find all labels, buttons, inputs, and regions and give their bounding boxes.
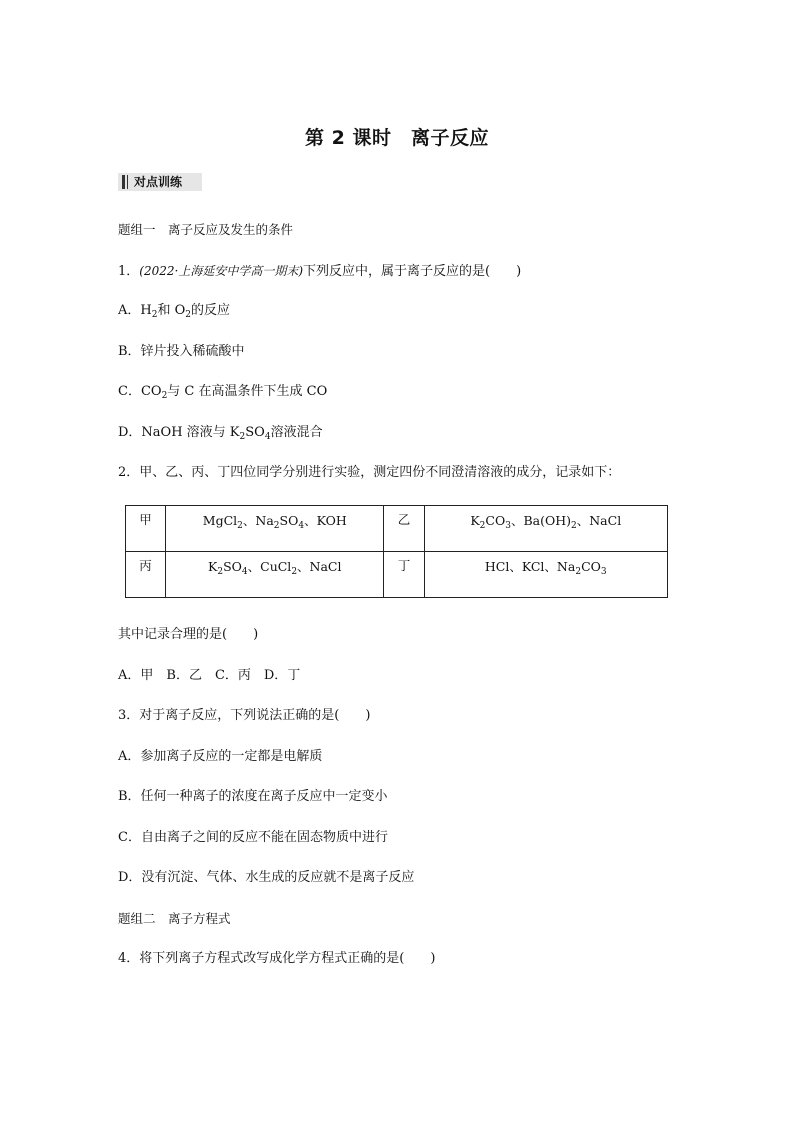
record-table bbox=[125, 505, 668, 598]
question-number: 1． bbox=[118, 264, 140, 279]
question-3-option-c: C．自由离子之间的反应不能在固态物质中进行 bbox=[118, 830, 388, 845]
section-badge bbox=[118, 173, 202, 191]
question-1-option-b: B．锌片投入稀硫酸中 bbox=[118, 344, 245, 359]
value-jia: MgCl$_2$、$Na_2SO_4$、KOH bbox=[166, 506, 384, 552]
question-1-stem bbox=[118, 262, 521, 281]
value-yi: $K_2CO_3$、$Ba(OH)_2$、NaCl bbox=[424, 506, 667, 552]
group-heading-2: 题组二 离子方程式 bbox=[118, 911, 231, 926]
question-1-option-c: C．$CO_2$与 C 在高温条件下生成 CO bbox=[118, 384, 328, 401]
question-1-option-a: A．$H_2$和 $O_2$的反应 bbox=[118, 303, 231, 320]
question-source: (2022·上海延安中学高一期末) bbox=[139, 264, 303, 278]
question-text: 下列反应中，属于离子反应的是( ) bbox=[303, 264, 522, 279]
value-bing: $K_2SO_4$、CuCl$_2$、NaCl bbox=[166, 552, 384, 598]
question-3-option-a: A．参加离子反应的一定都是电解质 bbox=[118, 749, 323, 764]
question-3-stem: 3．对于离子反应，下列说法正确的是( ) bbox=[118, 708, 371, 723]
label-jia: 甲 bbox=[126, 506, 166, 552]
group-heading-1: 题组一 离子反应及发生的条件 bbox=[118, 222, 294, 237]
question-3-option-b: B．任何一种离子的浓度在离子反应中一定变小 bbox=[118, 789, 388, 804]
question-1-option-d: D．NaOH 溶液与 $K_2SO_4$溶液混合 bbox=[118, 425, 323, 442]
badge-bar bbox=[122, 175, 125, 189]
label-bing: 丙 bbox=[126, 552, 166, 598]
page-title: 第 2 课时 离子反应 bbox=[305, 127, 489, 149]
question-4-stem: 4．将下列离子方程式改写成化学方程式正确的是( ) bbox=[118, 951, 436, 966]
badge-bar-thin bbox=[127, 175, 128, 189]
label-yi: 乙 bbox=[384, 506, 424, 552]
question-3-option-d: D．没有沉淀、气体、水生成的反应就不是离子反应 bbox=[118, 870, 415, 885]
table-row bbox=[126, 552, 668, 598]
value-ding: HCl、KCl、$Na_2CO_3$ bbox=[424, 552, 667, 598]
table-row bbox=[126, 506, 668, 552]
question-2-ask: 其中记录合理的是( ) bbox=[118, 627, 259, 642]
question-2-stem: 2．甲、乙、丙、丁四位同学分别进行实验，测定四份不同澄清溶液的成分，记录如下： bbox=[118, 465, 621, 480]
badge-label: 对点训练 bbox=[134, 175, 183, 189]
label-ding: 丁 bbox=[384, 552, 424, 598]
question-2-options: A．甲 B．乙 C．丙 D．丁 bbox=[118, 668, 301, 683]
